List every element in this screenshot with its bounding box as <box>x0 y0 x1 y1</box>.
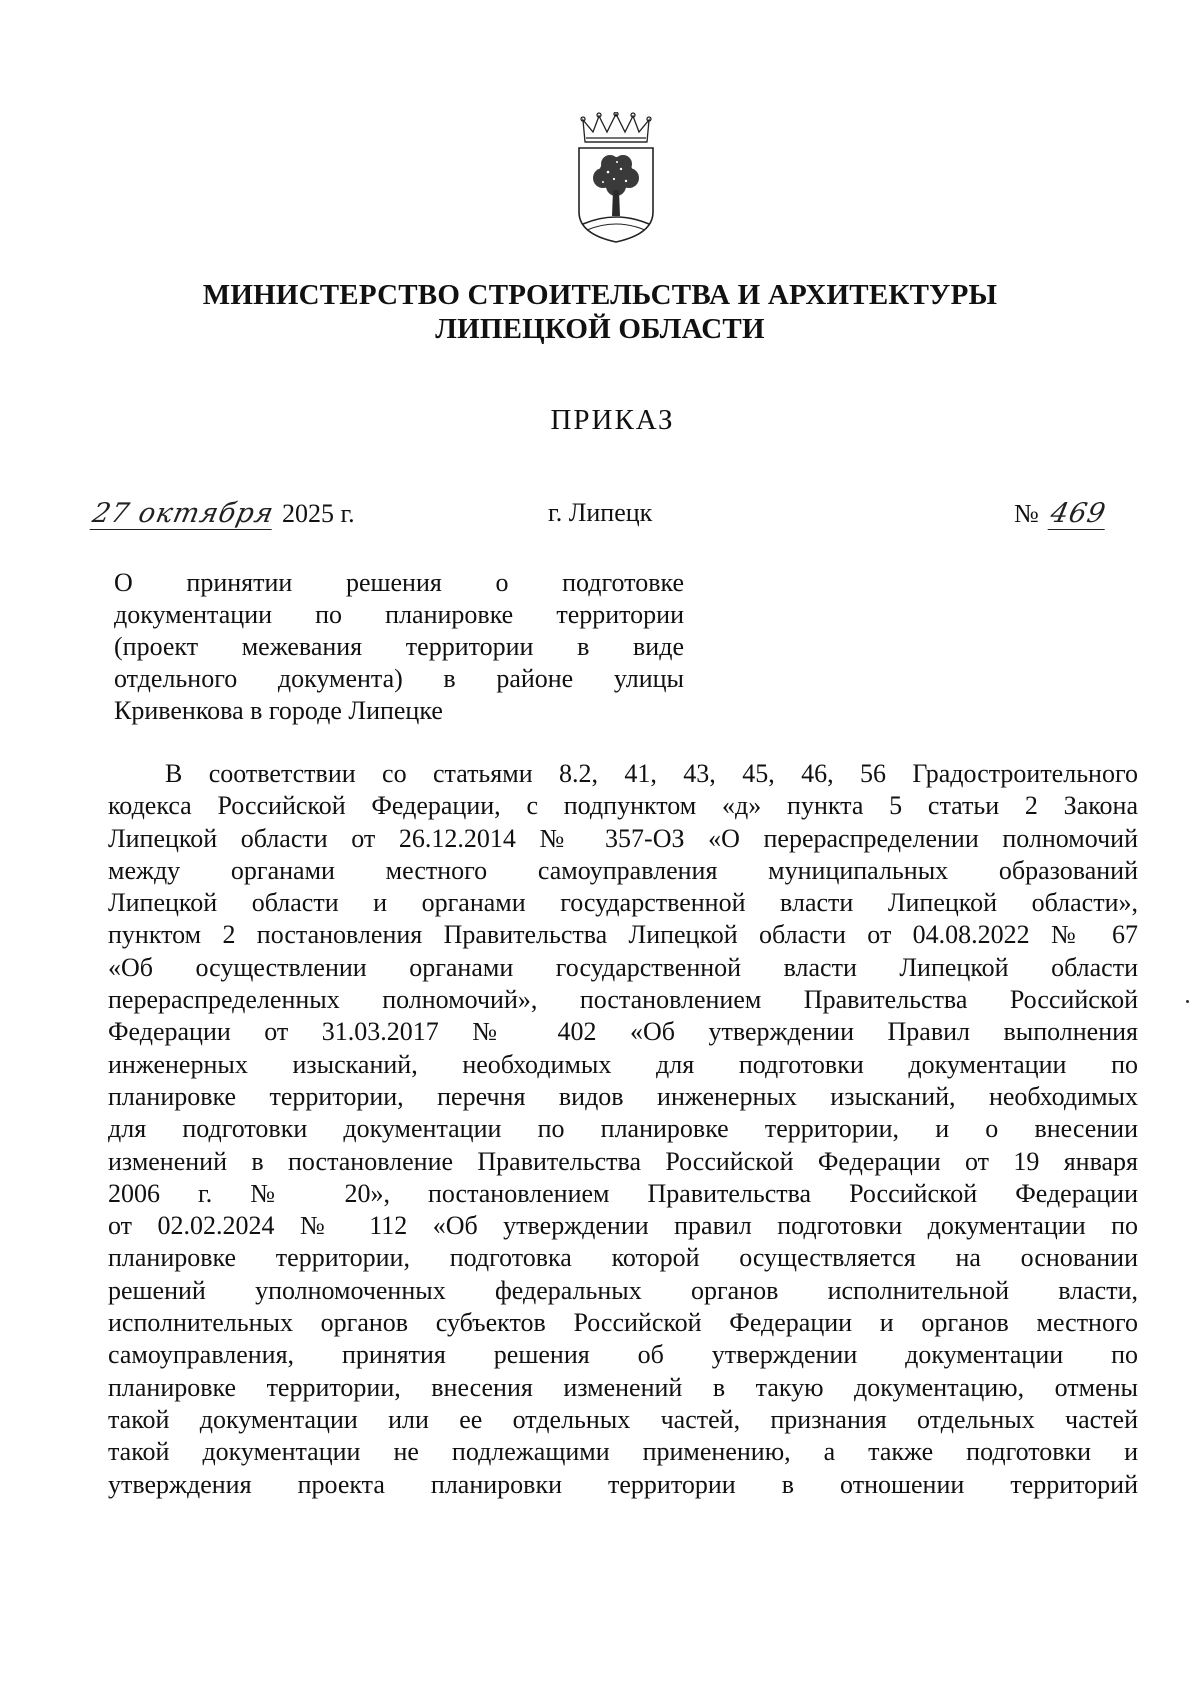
document-meta-row <box>0 498 1200 538</box>
scan-speck <box>1186 1000 1189 1003</box>
body-line: такой документации не подлежащими применению, а также подготовки и <box>108 1437 1138 1467</box>
ministry-title-line-1: МИНИСТЕРСТВО СТРОИТЕЛЬСТВА И АРХИТЕКТУРЫ <box>202 279 998 311</box>
document-type: ПРИКАЗ <box>550 404 675 436</box>
document-subject <box>114 567 684 727</box>
subject-line: Кривенкова в городе Липецке <box>114 696 443 725</box>
number-sign: № <box>1014 499 1039 528</box>
body-line: утверждения проекта планировки территории в отношении территорий <box>108 1469 1138 1499</box>
subject-line: (проект межевания территории в виде <box>114 632 684 661</box>
subject-line: документации по планировке территории <box>114 600 684 629</box>
body-line: В соответствии со статьями 8.2, 41, 43, 45, 46, 56 Градостроительного <box>165 759 1138 788</box>
body-line: «Об осуществлении органами государственной власти Липецкой области <box>108 952 1138 982</box>
document-body <box>108 758 1138 1501</box>
body-line: Липецкой области и органами государственной власти Липецкой области», <box>108 888 1138 918</box>
body-line: планировке территории, подготовка которой осуществляется на основании <box>108 1243 1138 1273</box>
body-line: решений уполномоченных федеральных органов исполнительной власти, <box>108 1275 1138 1305</box>
body-line: изменений в постановление Правительства Российской Федерации от 19 января <box>108 1146 1138 1176</box>
body-line: Липецкой области от 26.12.2014 № 357-ОЗ «О перераспределении полномочий <box>108 823 1138 853</box>
subject-line: отдельного документа) в районе улицы <box>114 664 684 693</box>
body-line: от 02.02.2024 № 112 «Об утверждении правил подготовки документации по <box>108 1211 1138 1241</box>
body-line: планировке территории, внесения изменений в такую документацию, отмены <box>108 1372 1138 1402</box>
body-line: перераспределенных полномочий», постановлением Правительства Российской <box>108 985 1138 1015</box>
body-line: исполнительных органов субъектов Российской Федерации и органов местного <box>108 1308 1138 1338</box>
document-year: 2025 г. <box>281 499 355 528</box>
body-line: самоуправления, принятия решения об утверждении документации по <box>108 1340 1138 1370</box>
document-number <box>1014 498 1108 530</box>
ministry-title <box>150 278 1050 346</box>
subject-line: О принятии решения о подготовке <box>114 568 684 597</box>
coat-of-arms-icon <box>575 112 657 244</box>
body-line: такой документации или ее отдельных частей, признания отдельных частей <box>108 1404 1138 1434</box>
document-city: г. Липецк <box>548 498 653 527</box>
body-line: Федерации от 31.03.2017 № 402 «Об утверждении Правил выполнения <box>108 1017 1138 1047</box>
body-line: планировке территории, перечня видов инженерных изысканий, необходимых <box>108 1081 1138 1111</box>
body-line: между органами местного самоуправления муниципальных образований <box>108 855 1138 885</box>
handwritten-date: 27 октября <box>89 498 277 529</box>
body-line: для подготовки документации по планировке территории, и о внесении <box>108 1114 1138 1144</box>
document-date <box>89 498 355 530</box>
body-line: инженерных изысканий, необходимых для подготовки документации по <box>108 1049 1138 1079</box>
ministry-title-line-2: ЛИПЕЦКОЙ ОБЛАСТИ <box>435 313 765 345</box>
body-line: кодекса Российской Федерации, с подпунктом «д» пункта 5 статьи 2 Закона <box>108 791 1138 821</box>
handwritten-number: 469 <box>1048 498 1110 529</box>
body-line: 2006 г. № 20», постановлением Правительства Российской Федерации <box>108 1178 1138 1208</box>
body-line: пунктом 2 постановления Правительства Липецкой области от 04.08.2022 № 67 <box>108 920 1138 950</box>
